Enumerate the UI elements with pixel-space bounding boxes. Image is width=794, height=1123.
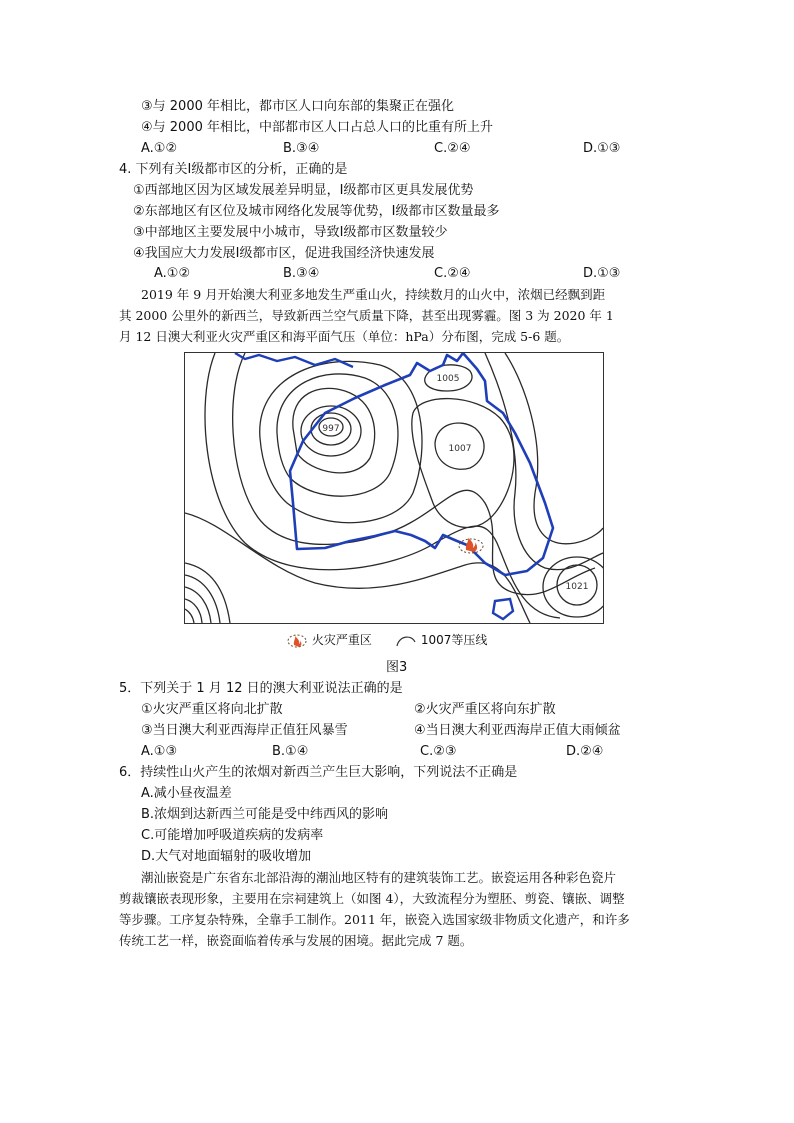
isobar-label-1007: 1007 bbox=[448, 444, 472, 454]
q5-option-d: D.②④ bbox=[566, 744, 604, 759]
isobar-sw bbox=[185, 587, 211, 623]
intro56-line-3: 月 12 日澳大利亚火灾严重区和海平面气压（单位：hPa）分布图，完成 5-6 题。 bbox=[119, 329, 570, 344]
isobar-label-1005: 1005 bbox=[436, 374, 460, 384]
q3-option-a: A.①② bbox=[141, 141, 178, 156]
q4-item-2: ②东部地区有区位及城市网络化发展等优势，Ⅰ级都市区数量最多 bbox=[133, 204, 500, 219]
fire-icon bbox=[466, 538, 477, 552]
isobar-ring bbox=[412, 399, 514, 528]
isobar-east bbox=[505, 353, 603, 544]
isobar-sw bbox=[185, 563, 230, 623]
q4-item-4: ④我国应大力发展Ⅰ级都市区，促进我国经济快速发展 bbox=[133, 246, 435, 261]
q5-option-b: B.①④ bbox=[272, 744, 309, 759]
isobar-east bbox=[485, 353, 603, 570]
q5-stem: 5．下列关于 1 月 12 日的澳大利亚说法正确的是 bbox=[119, 681, 403, 696]
q5-item-2: ②火灾严重区将向东扩散 bbox=[414, 702, 556, 717]
intro7-line-1: 潮汕嵌瓷是广东省东北部沿海的潮汕地区特有的建筑装饰工艺。嵌瓷运用各种彩色瓷片 bbox=[141, 870, 617, 885]
q3-item-3: ③与 2000 年相比，都市区人口向东部的集聚正在强化 bbox=[141, 99, 455, 114]
q3-option-c: C.②④ bbox=[434, 141, 471, 156]
intro7-line-2: 剪裁镶嵌表现形象，主要用在宗祠建筑上（如图 4），大致流程分为塑胚、剪瓷、镶嵌、调整 bbox=[119, 891, 625, 906]
q4-item-3: ③中部地区主要发展中小城市，导致Ⅰ级都市区数量较少 bbox=[133, 225, 448, 240]
q3-option-d: D.①③ bbox=[583, 141, 621, 156]
intro7-line-3: 等步骤。工序复杂特殊，全靠手工制作。2011 年，嵌瓷入选国家级非物质文化遗产，和许多 bbox=[119, 912, 630, 927]
isobar-sw bbox=[185, 609, 194, 623]
q5-item-3: ③当日澳大利亚西海岸正值狂风暴雪 bbox=[141, 723, 348, 738]
q5-item-4: ④当日澳大利亚西海岸正值大雨倾盆 bbox=[414, 723, 621, 738]
legend-fire-label: 火灾严重区 bbox=[311, 633, 372, 647]
q4-option-c: C.②④ bbox=[434, 266, 471, 281]
q6-option-c: C.可能增加呼吸道疾病的发病率 bbox=[141, 828, 324, 843]
papua-coastline bbox=[235, 353, 353, 367]
fire-zone-marker bbox=[459, 538, 483, 553]
q6-option-d: D.大气对地面辐射的吸收增加 bbox=[141, 849, 312, 864]
isobar-label-1021: 1021 bbox=[565, 582, 589, 592]
legend-isobar-icon bbox=[395, 634, 417, 648]
q3-item-4: ④与 2000 年相比，中部都市区人口占总人口的比重有所上升 bbox=[141, 120, 494, 135]
q4-option-a: A.①② bbox=[154, 266, 191, 281]
isobar-map-svg bbox=[185, 353, 603, 623]
legend-fire bbox=[286, 632, 372, 648]
q4-option-d: D.①③ bbox=[583, 266, 621, 281]
figure-caption: 图3 bbox=[386, 660, 408, 675]
legend-fire-icon bbox=[286, 634, 308, 648]
intro56-line-2: 其 2000 公里外的新西兰，导致新西兰空气质量下降，甚至出现雾霾。图 3 为 2020 年 1 bbox=[119, 308, 614, 323]
q4-stem: 4. 下列有关Ⅰ级都市区的分析，正确的是 bbox=[119, 162, 348, 177]
intro7-line-4: 传统工艺一样，嵌瓷面临着传承与发展的困境。据此完成 7 题。 bbox=[119, 933, 473, 948]
q4-option-b: B.③④ bbox=[283, 266, 320, 281]
legend-isobar-label: 1007等压线 bbox=[420, 633, 488, 647]
intro56-line-1: 2019 年 9 月开始澳大利亚多地发生严重山火，持续数月的山火中，浓烟已经飘到距 bbox=[141, 287, 606, 302]
q6-stem: 6．持续性山火产生的浓烟对新西兰产生巨大影响，下列说法不正确是 bbox=[119, 765, 518, 780]
q6-option-b: B.浓烟到达新西兰可能是受中纬西风的影响 bbox=[141, 807, 389, 822]
pressure-map-figure bbox=[184, 352, 604, 624]
q4-item-1: ①西部地区因为区域发展差异明显，Ⅰ级都市区更具发展优势 bbox=[133, 183, 474, 198]
isobar-label-997: 997 bbox=[322, 424, 340, 434]
tasmania-coastline bbox=[493, 599, 513, 619]
q6-option-a: A.减小昼夜温差 bbox=[141, 786, 232, 801]
legend-isobar bbox=[395, 632, 487, 648]
q5-option-c: C.②③ bbox=[420, 744, 457, 759]
q5-option-a: A.①③ bbox=[141, 744, 178, 759]
q5-item-1: ①火灾严重区将向北扩散 bbox=[141, 702, 283, 717]
q3-option-b: B.③④ bbox=[283, 141, 320, 156]
